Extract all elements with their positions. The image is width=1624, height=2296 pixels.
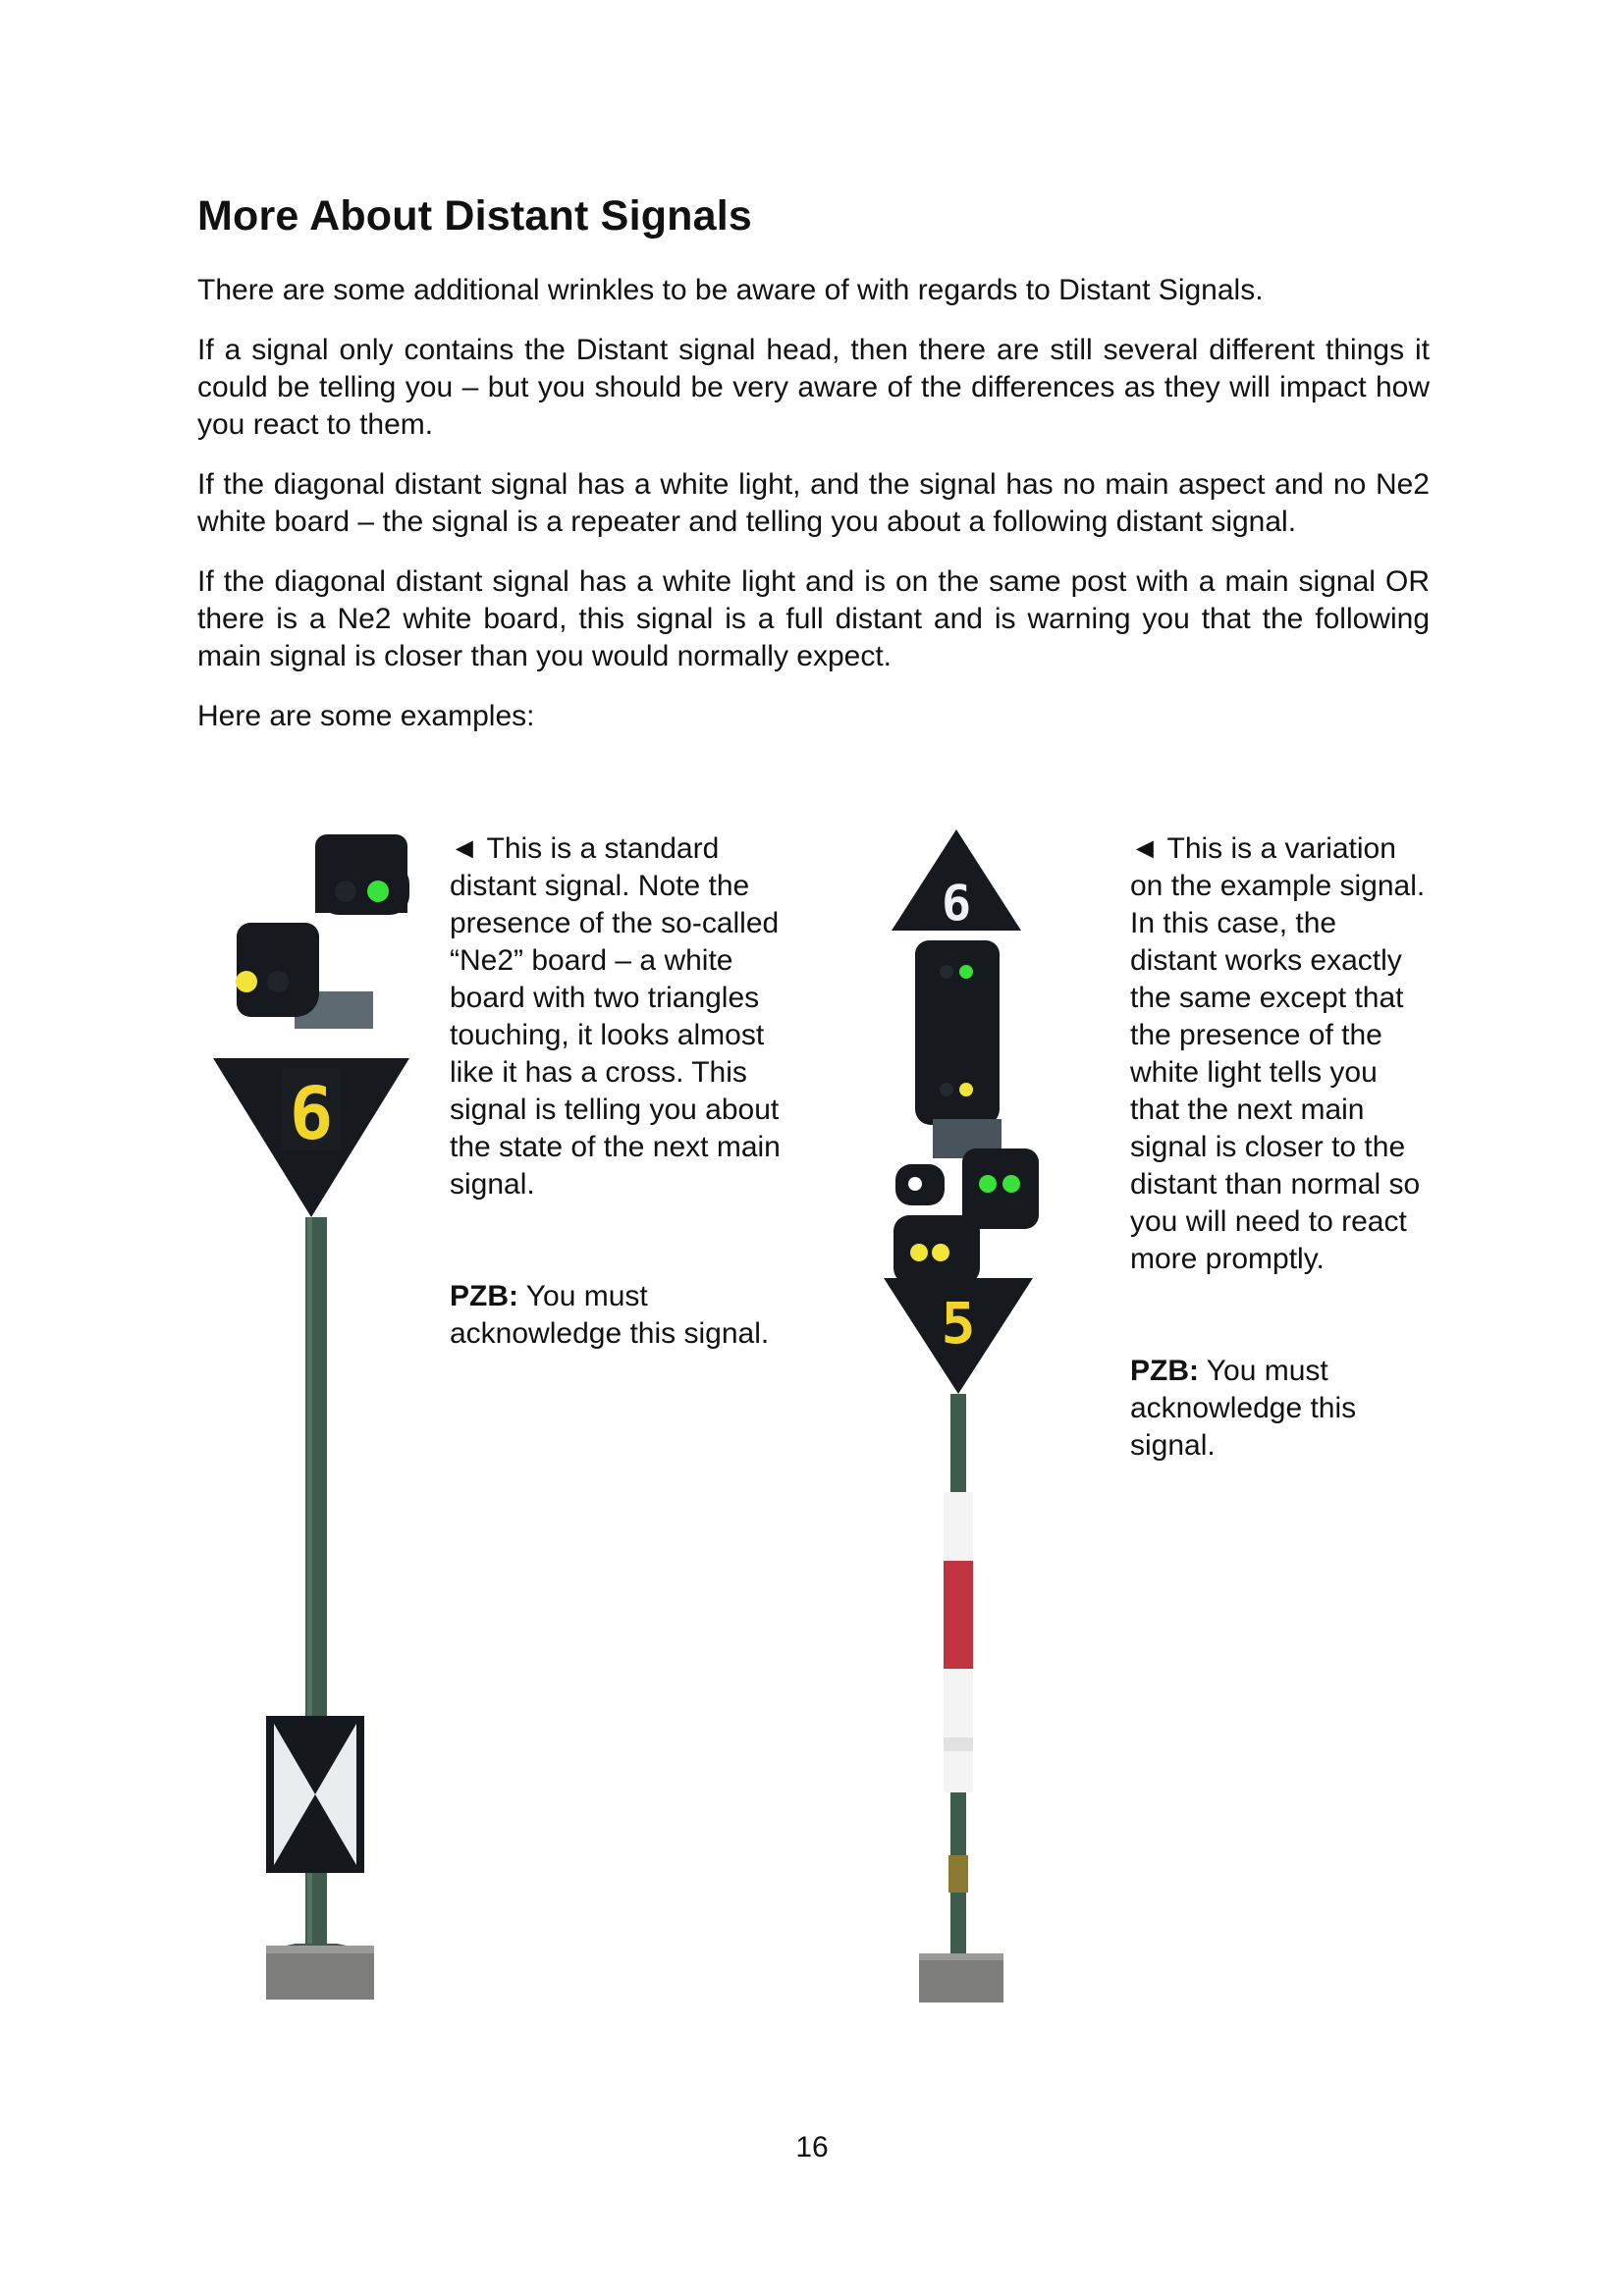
yellow-light-icon <box>959 1083 973 1096</box>
yellow-light-icon <box>910 1244 928 1261</box>
pzb-label: PZB: <box>1130 1355 1199 1387</box>
page-number: 16 <box>795 2131 829 2163</box>
paragraph-full-distant: If the diagonal distant signal has a white light and is on the same post with a main signal OR there is a Ne2 white board, this signal is a full distant and is warning you that the following main signal is closer than you would normally expect. <box>197 565 1430 672</box>
signal-base <box>266 1946 374 2000</box>
yellow-light-icon <box>236 971 257 992</box>
standard-distant-signal-image <box>201 825 427 2002</box>
arrow-left-icon: ◄ <box>1130 832 1160 865</box>
green-light-icon <box>959 965 973 979</box>
green-light-icon <box>979 1175 997 1193</box>
signal-base <box>919 1953 1003 2002</box>
paragraph-repeater: If the diagonal distant signal has a white light, and the signal has no main aspect and no Ne2 white board – the signal is a repeater and telling you about a following distant signal. <box>197 468 1430 538</box>
example-2-description <box>1130 830 1430 1465</box>
ne2-board-icon <box>266 1716 364 1873</box>
example-2-text: This is a variation on the example signal. In this case, the distant works exactly the same except that the presence of the white light tells you that the next main signal is closer to the distant than normal so you will need to react more promptly. <box>1130 832 1426 1275</box>
top-speed-indicator-number: 6 <box>941 875 972 932</box>
page-title: More About Distant Signals <box>197 192 753 240</box>
upper-signal-head <box>315 834 409 915</box>
pzb-text: You must acknowledge this signal. <box>450 1280 770 1350</box>
example-1-description <box>450 830 803 1353</box>
speed-indicator-number: 5 <box>941 1290 976 1357</box>
speed-indicator-number: 6 <box>289 1072 334 1156</box>
variation-distant-signal-image <box>874 825 1051 2012</box>
lower-signal-head <box>236 923 319 1017</box>
distant-lower-head <box>893 1215 980 1284</box>
top-speed-indicator <box>892 829 1021 932</box>
arrow-left-icon: ◄ <box>450 832 479 865</box>
secondary-signal-head <box>915 1048 1000 1125</box>
example-1-text: This is a standard distant signal. Note the presence of the so-called “Ne2” board – a white board with two triangles touching, it looks almost like it has a cross. This signal is telling you about the state of the next main signal. <box>450 832 781 1201</box>
paragraph-examples: Here are some examples: <box>197 700 535 732</box>
paragraph-intro: There are some additional wrinkles to be aware of with regards to Distant Signals. <box>197 274 1264 306</box>
pzb-text: You must acknowledge this signal. <box>1130 1355 1357 1462</box>
paragraph-distant-head: If a signal only contains the Distant signal head, then there are still several different things it could be telling you – but you should be very aware of the differences as they will impact how you react to them. <box>197 334 1430 441</box>
white-light-icon <box>908 1177 922 1191</box>
speed-indicator <box>884 1278 1033 1394</box>
speed-indicator <box>213 1058 409 1217</box>
pzb-label: PZB: <box>450 1280 518 1312</box>
green-light-icon <box>367 881 389 902</box>
striped-post-section <box>944 1492 973 1792</box>
